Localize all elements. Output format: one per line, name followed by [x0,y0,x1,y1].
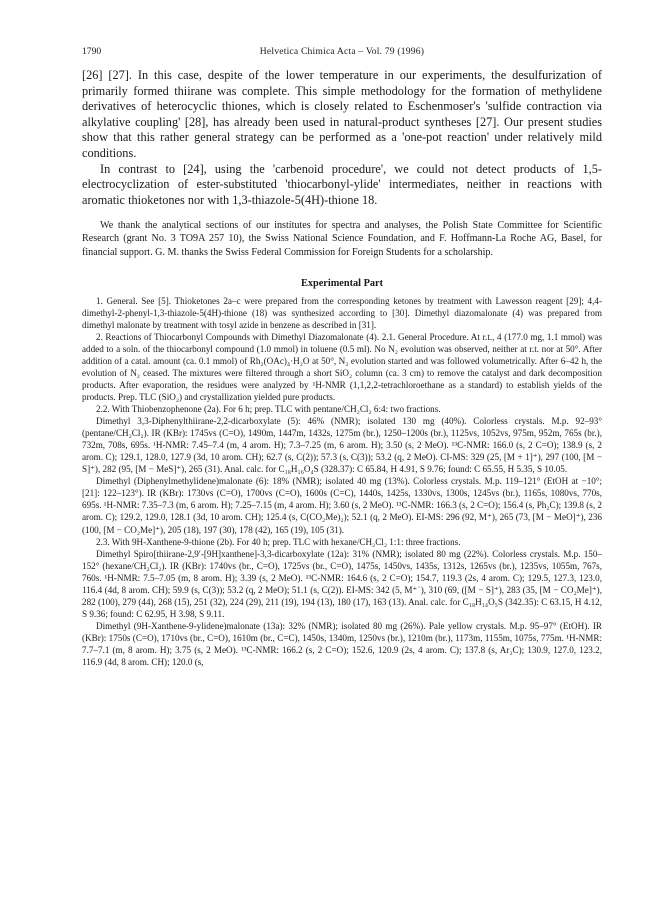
experimental-paragraph: Dimethyl 3,3-Diphenylthiirane-2,2-dicarboxylate (5): 46% (NMR); isolated 130 mg (40%). Colorless crystals. M.p. 92–93° (pentane/CH₂Cl₂). IR (KBr): 1745vs (C=O), 1490m, 1447m, 1432s, 1275m (br.), 1250–1200s (br.), 1125vs, 1052vs, 975m, 952m, 765s (br.), 732m, 708s, 695s. ¹H-NMR: 7.45–7.4 (m, 4 arom. H); 7.3–7.25 (m, 6 arom. H); 3.50 (s, 2 MeO). ¹³C-NMR: 166.0 (s, 2 C=O); 138.9 (s, 2 arom. C); 129.1, 128.0, 127.9 (3d, 10 arom. CH); 62.7 (s, C(2)); 57.3 (s, C(3)); 53.2 (q, 2 MeO). CI-MS: 329 (25, [M + 1]⁺), 297 (100, [M − S]⁺), 282 (95, [M − MeS]⁺), 265 (31). Anal. calc. for C₁₈H₁₆O₄S (328.37): C 65.84, H 4.91, S 9.76; found: C 65.55, H 5.35, S 10.05. [82,416,602,475]
experimental-paragraph: Dimethyl Spiro[thiirane-2,9′-[9H]xanthene]-3,3-dicarboxylate (12a): 31% (NMR); isolated 80 mg (22%). Colorless crystals. M.p. 150–152° (hexane/CH₂Cl₂). IR (KBr): 1740vs (br., C=O), 1725vs (br., C=O), 1475s, 1450vs, 1435s, 1312s, 1265vs (br.), 1235vs, 1055m, 767s, 760s. ¹H-NMR: 7.5–7.05 (m, 8 arom. H); 3.39 (s, 2 MeO). ¹³C-NMR: 164.6 (s, 2 C=O); 154.7, 119.3 (2s, 4 arom. C); 129.5, 127.3, 123.0, 116.4 (4d, 8 arom. CH); 59.9 (s, C(3)); 53.2 (q, 2 MeO); 51.1 (s, C(2)). EI-MS: 342 (5, M⁺˙), 310 (69, ([M − S]⁺), 283 (35, [M − CO₂Me]⁺), 282 (100), 279 (44), 268 (15), 251 (32), 224 (29), 211 (19), 194 (13), 180 (17), 163 (13). Anal. calc. for C₁₈H₁₄O₅S (342.35): C 63.15, H 4.12, S 9.36; found: C 62.95, H 3.98, S 9.11. [82,548,602,619]
experimental-paragraph: 1. General. See [5]. Thioketones 2a–c were prepared from the corresponding ketones by treatment with Lawesson reagent [29]; 4,4-dimethyl-2-phenyl-1,3-thiazole-5(4H)-thione (18) was synthesized according to [30]. Dimethyl diazomalonate (4) was prepared from dimethyl malonate by treatment with tosyl azide in benzene as described in [31]. [82,295,602,330]
intro-paragraph: [26] [27]. In this case, despite of the lower temperature in our experiments, the desulfurization of primarily formed thiirane was complete. This simple methodology for the formation of methylidene derivatives of heterocyclic thiones, which is closely related to Eschenmoser's 'sulfide contraction via alkylative coupling' [28], has already been used in natural-product syntheses [27]. Our present studies show that this rather general strategy can be performed as a 'one-pot reaction' under relatively mild conditions. [82,68,602,160]
experimental-section [82,295,602,668]
page-body [82,68,602,668]
experimental-paragraph: 2.2. With Thiobenzophenone (2a). For 6 h; prep. TLC with pentane/CH₂Cl₂ 6:4: two fractions. [96,404,441,415]
experimental-paragraph: 2.3. With 9H-Xanthene-9-thione (2b). For 40 h; prep. TLC with hexane/CH₂Cl₂ 1:1: three fractions. [96,536,461,547]
experimental-paragraph: 2. Reactions of Thiocarbonyl Compounds with Dimethyl Diazomalonate (4). 2.1. General Procedure. At r.t., 4 (177.0 mg, 1.1 mmol) was added to a soln. of the thiocarbonyl compound (1.0 mmol) in toluene (0.5 ml). No N₂ evolution was observed, neither at r.t. nor at 50°. After addition of a catal. amount (ca. 0.1 mmol) of Rh₂(OAc)₄·H₂O at 50°, N₂ evolution started and was followed volumetrically. After 6–42 h, the evolution of N₂ ceased. The mixtures were filtered through a short SiO₂ column (ca. 3 cm) to remove the catalyst and dark decomposition products. After evaporation, the residues were analyzed by ¹H-NMR (1,1,2,2-tetrachloroethane as a standard) to establish yields of the products. Prep. TLC (SiO₂) and crystallization yielded pure products. [82,331,602,402]
acknowledgement: We thank the analytical sections of our institutes for spectra and analyses, the Polish State Committee for Scientific Research (grant No. 3 TO9A 257 10), the Swiss National Science Foundation, and F. Hoffmann-La Roche AG, Basel, for financial support. G. M. thanks the Swiss Federal Commission for Foreign Students for a scholarship. [82,220,602,258]
page-number: 1790 [82,46,102,57]
section-title: Experimental Part [300,277,384,289]
intro-paragraph: In contrast to [24], using the 'carbenoid procedure', we could not detect products of 1,5-electrocyclization of ester-substituted 'thiocarbonyl-ylide' intermediates, neither in reactions with aromatic thioketones nor with 1,3-thiazole-5(4H)-thione 18. [82,161,602,207]
journal-title: Helvetica Chimica Acta – Vol. 79 (1996) [259,46,425,57]
experimental-paragraph: Dimethyl (Diphenylmethylidene)malonate (6): 18% (NMR); isolated 40 mg (13%). Colorless crystals. M.p. 119–121° (EtOH at −10°; [21]: 122–123°). IR (KBr): 1730vs (C=O), 1700vs (C=O), 1600s (C=C), 1440s, 1425s, 1330vs, 1300s, 1245vs (br.), 1165s, 1080vs, 770s, 695s. ¹H-NMR: 7.35–7.3 (m, 6 arom. H); 7.25–7.15 (m, 4 arom. H); 3.60 (s, 2 MeO). ¹³C-NMR: 166.3 (s, 2 C=O); 156.4 (s, Ph₂C); 139.8 (s, 2 arom. C); 129.2, 129.0, 128.1 (3d, 10 arom. CH); 125.4 (s, C(CO₂Me)₂); 52.1 (q, 2 MeO). EI-MS: 296 (92, M⁺), 265 (73, [M − MeO]⁺), 236 (100, [M − CO₂Me]⁺), 205 (18), 197 (30), 178 (42), 165 (19), 105 (31). [82,476,602,535]
experimental-paragraph: Dimethyl (9H-Xanthene-9-ylidene)malonate (13a): 32% (NMR); isolated 80 mg (26%). Pale yellow crystals. M.p. 95–97° (EtOH). IR (KBr): 1750s (C=O), 1710vs (br., C=O), 1610m (br., C=C), 1450s, 1340m, 1250vs (br.), 1210m (br.), 1173m, 1155m, 1075s, 775m. ¹H-NMR: 7.7–7.1 (m, 8 arom. H); 3.75 (s, 2 MeO). ¹³C-NMR: 166.2 (s, 2 C=O); 152.6, 120.9 (2s, 4 arom. C); 137.8 (s, Ar₂C); 130.9, 127.0, 123.2, 116.9 (4d, 8 arom. CH); 120.0 (s, [82,620,602,668]
